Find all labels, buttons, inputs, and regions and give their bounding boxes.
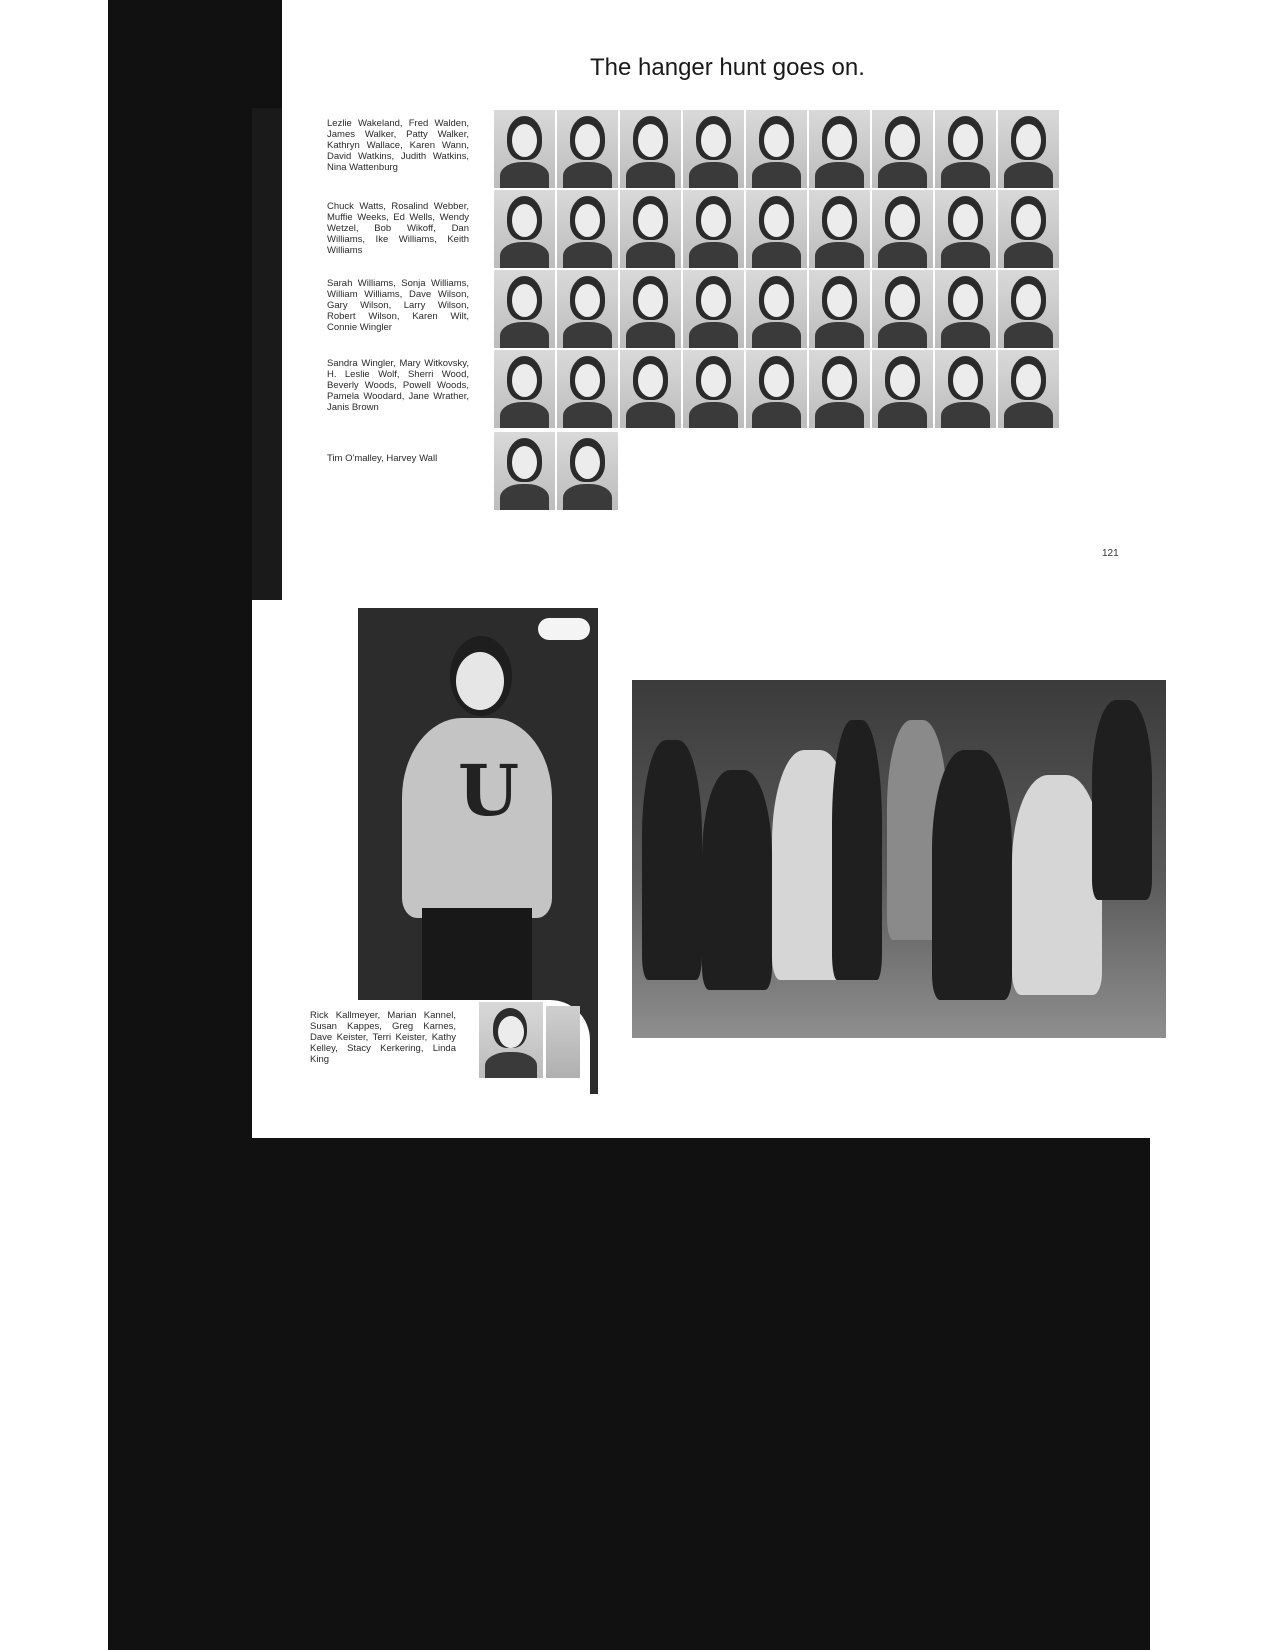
student-portrait bbox=[809, 350, 870, 428]
student-portrait bbox=[620, 110, 681, 188]
student-portrait bbox=[809, 110, 870, 188]
small-portrait-partial bbox=[546, 1006, 580, 1078]
student-portrait bbox=[746, 110, 807, 188]
student-portrait bbox=[809, 190, 870, 268]
page-headline: The hanger hunt goes on. bbox=[590, 54, 865, 81]
student-portrait bbox=[683, 190, 744, 268]
hallway-photo bbox=[632, 680, 1166, 1038]
student-portrait bbox=[620, 190, 681, 268]
student-portrait bbox=[620, 270, 681, 348]
student-portrait bbox=[746, 190, 807, 268]
student-portrait bbox=[494, 350, 555, 428]
student-portrait bbox=[746, 350, 807, 428]
hallway-student bbox=[642, 740, 702, 980]
student-portrait bbox=[998, 110, 1059, 188]
student-portrait bbox=[557, 270, 618, 348]
student-portrait bbox=[746, 270, 807, 348]
caption-group-4: Sandra Wingler, Mary Witkovsky, H. Leslie Wolf, Sherri Wood, Beverly Woods, Powell Woods, Pamela Woodard, Jane Wrather, Janis Brown bbox=[327, 358, 469, 413]
student-portrait bbox=[935, 270, 996, 348]
student-portrait bbox=[998, 190, 1059, 268]
caption-group-2: Chuck Watts, Rosalind Webber, Muffie Weeks, Ed Wells, Wendy Wetzel, Bob Wikoff, Dan Williams, Ike Williams, Keith Williams bbox=[327, 201, 469, 256]
student-portrait bbox=[998, 270, 1059, 348]
portrait-row-1 bbox=[494, 110, 1059, 188]
student-portrait bbox=[494, 190, 555, 268]
small-portrait bbox=[479, 1002, 543, 1078]
portrait-row-3 bbox=[494, 270, 1059, 348]
hallway-student bbox=[1092, 700, 1152, 900]
student-portrait bbox=[872, 110, 933, 188]
student-portrait bbox=[935, 190, 996, 268]
cheerleader-face bbox=[456, 652, 504, 710]
student-portrait bbox=[494, 110, 555, 188]
student-portrait bbox=[872, 270, 933, 348]
student-portrait bbox=[557, 350, 618, 428]
student-portrait bbox=[935, 350, 996, 428]
hallway-student bbox=[832, 720, 882, 980]
caption-group-1: Lezlie Wakeland, Fred Walden, James Walker, Patty Walker, Kathryn Wallace, Karen Wann, David Watkins, Judith Watkins, Nina Wattenburg bbox=[327, 118, 469, 173]
caption-group-5: Tim O'malley, Harvey Wall bbox=[327, 453, 438, 464]
student-portrait bbox=[935, 110, 996, 188]
student-portrait bbox=[620, 350, 681, 428]
page-number: 121 bbox=[1102, 548, 1119, 559]
student-portrait bbox=[494, 432, 555, 510]
student-portrait bbox=[683, 270, 744, 348]
student-portrait bbox=[557, 190, 618, 268]
student-portrait bbox=[683, 350, 744, 428]
student-portrait bbox=[872, 190, 933, 268]
portrait-row-4 bbox=[494, 350, 1059, 428]
student-portrait bbox=[557, 432, 618, 510]
student-portrait bbox=[683, 110, 744, 188]
bottom-caption: Rick Kallmeyer, Marian Kannel, Susan Kappes, Greg Karnes, Dave Keister, Terri Keister, Kathy Kelley, Stacy Kerkering, Linda King bbox=[310, 1010, 456, 1065]
student-portrait bbox=[872, 350, 933, 428]
portrait-row-5 bbox=[494, 432, 618, 510]
student-portrait bbox=[809, 270, 870, 348]
student-portrait bbox=[494, 270, 555, 348]
portrait-row-2 bbox=[494, 190, 1059, 268]
student-portrait bbox=[998, 350, 1059, 428]
hallway-student bbox=[932, 750, 1012, 1000]
torn-page-edge bbox=[252, 108, 282, 608]
student-portrait bbox=[557, 110, 618, 188]
stadium-lights bbox=[538, 618, 590, 640]
caption-group-3: Sarah Williams, Sonja Williams, William Williams, Dave Wilson, Gary Wilson, Larry Wilson, Robert Wilson, Karen Wilt, Connie Wingler bbox=[327, 278, 469, 333]
hallway-student bbox=[702, 770, 772, 990]
hallway-student bbox=[1012, 775, 1102, 995]
sweater-letter: U bbox=[458, 749, 520, 832]
